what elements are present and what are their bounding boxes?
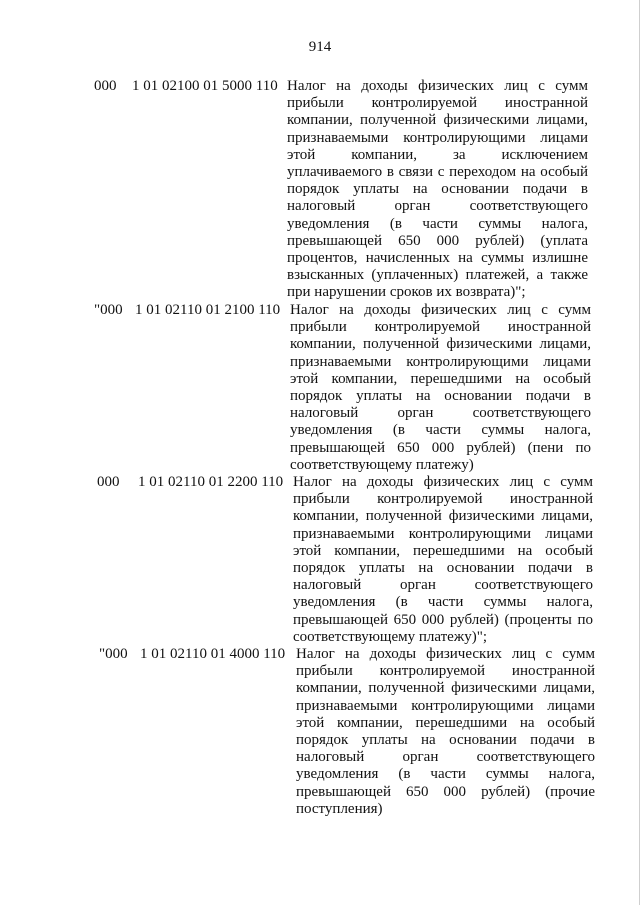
admin-code: "000 [94,302,123,318]
kbk-code: 1 01 02110 01 2200 110 [138,474,284,490]
entry-description: Налог на доходы физических лиц с сумм прибыли контролируемой иностранной компании, полученной физическими лицами, признаваемыми контролирующими лицами этой компании, за исключением уплачиваемого в связи с переходом на особый порядок уплаты на основании подачи в налоговый орган соответствующего уведомления (в части суммы налога, превышающей 650 000 рублей) (уплата процентов, начисленных на суммы излишне взысканных (уплаченных) платежей, а также при нарушении сроков их возврата)"; [287,78,588,301]
entry-description: Налог на доходы физических лиц с сумм прибыли контролируемой иностранной компании, полученной физическими лицами, признаваемыми контролирующими лицами этой компании, перешедшими на особый порядок уплаты на основании подачи в налоговый орган соответствующего уведомления (в части суммы налога, превышающей 650 000 рублей) (пени по соответствующему платежу) [290,302,591,473]
page-number: 914 [308,39,332,55]
admin-code: 000 [94,78,117,94]
admin-code: 000 [97,474,120,490]
kbk-code: 1 01 02110 01 2100 110 [135,302,281,318]
entry-description: Налог на доходы физических лиц с сумм прибыли контролируемой иностранной компании, полученной физическими лицами, признаваемыми контролирующими лицами этой компании, перешедшими на особый порядок уплаты на основании подачи в налоговый орган соответствующего уведомления (в части суммы налога, превышающей 650 000 рублей) (проценты по соответствующему платежу)"; [293,474,593,645]
kbk-code: 1 01 02100 01 5000 110 [132,78,278,94]
kbk-code: 1 01 02110 01 4000 110 [140,646,286,662]
entry-description: Налог на доходы физических лиц с сумм прибыли контролируемой иностранной компании, полученной физическими лицами, признаваемыми контролирующими лицами этой компании, перешедшими на особый порядок уплаты на основании подачи в налоговый орган соответствующего уведомления (в части суммы налога, превышающей 650 000 рублей) (прочие поступления) [296,646,595,817]
admin-code: "000 [99,646,128,662]
